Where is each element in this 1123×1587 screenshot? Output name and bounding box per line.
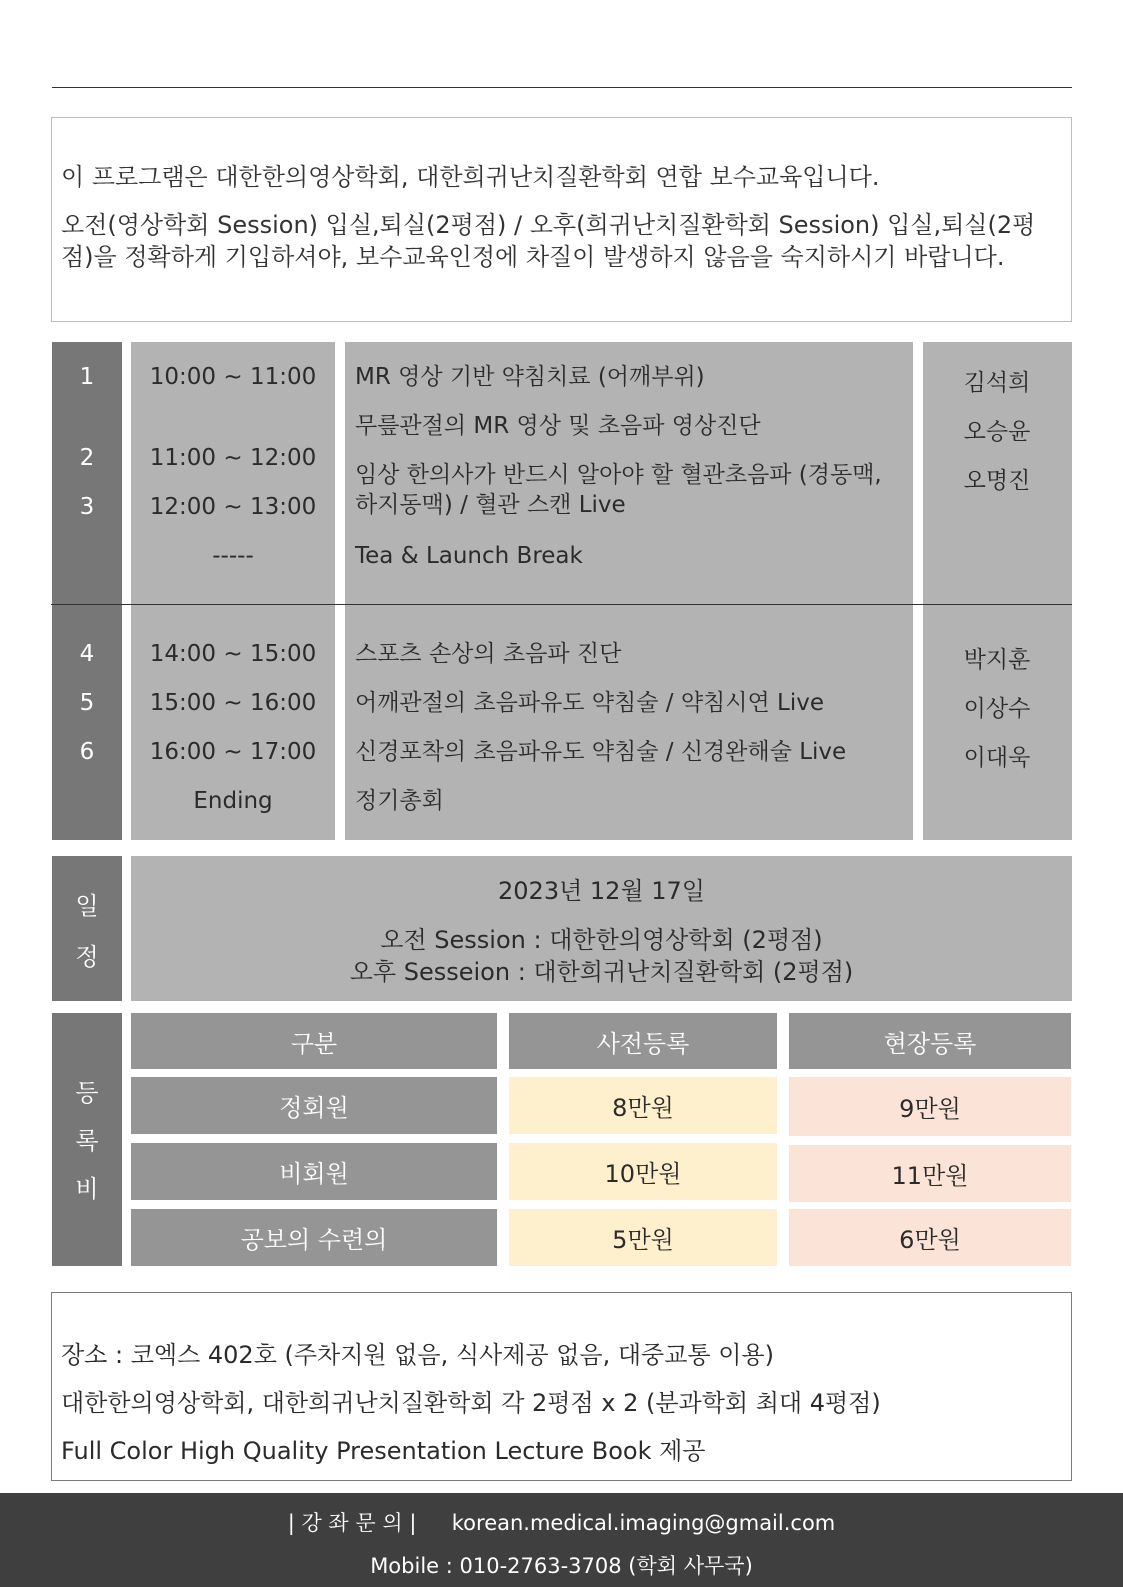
top-rule bbox=[52, 87, 1072, 88]
session-topic: Tea & Launch Break bbox=[355, 543, 583, 569]
session-topic: 임상 한의사가 반드시 알아야 할 혈관초음파 (경동맥, 하지동맥) / 혈관 스캔 Live bbox=[355, 462, 882, 518]
session-time: ----- bbox=[212, 543, 254, 569]
credit-line: 대한한의영상학회, 대한희귀난치질환학회 각 2평점 x 2 (분과학회 최대 4평점) bbox=[61, 1389, 881, 1417]
fee-type-cell: 정회원 bbox=[131, 1077, 497, 1134]
session-number: 4 bbox=[79, 641, 95, 667]
session-topic: 어깨관절의 초음파유도 약침술 / 약침시연 Live bbox=[355, 690, 824, 716]
fee-label-char: 비 bbox=[75, 1175, 99, 1203]
venue-info-box bbox=[51, 1292, 1072, 1481]
lecture-book-line: Full Color High Quality Presentation Lecture Book 제공 bbox=[61, 1437, 706, 1465]
schedule-label-panel bbox=[52, 856, 122, 1001]
session-number: 1 bbox=[79, 364, 95, 390]
contact-footer bbox=[0, 1493, 1123, 1587]
session-time: 16:00 ~ 17:00 bbox=[149, 739, 317, 765]
time-column bbox=[131, 342, 335, 840]
session-number-column bbox=[52, 342, 122, 840]
session-number: 6 bbox=[79, 739, 95, 765]
fee-header-onsite: 현장등록 bbox=[789, 1013, 1071, 1069]
session-divider bbox=[51, 604, 1072, 605]
speaker-name: 박지훈 bbox=[963, 647, 1031, 673]
session-time: 12:00 ~ 13:00 bbox=[149, 494, 317, 520]
fee-onsite-cell: 9만원 bbox=[789, 1077, 1071, 1136]
speaker-name: 오승윤 bbox=[963, 419, 1031, 445]
fee-header-type: 구분 bbox=[131, 1013, 497, 1069]
venue-line: 장소 : 코엑스 402호 (주차지원 없음, 식사제공 없음, 대중교통 이용) bbox=[61, 1341, 774, 1369]
fee-header-pre: 사전등록 bbox=[509, 1013, 777, 1069]
fee-pre-cell: 8만원 bbox=[509, 1077, 777, 1134]
morning-session-info: 오전 Session : 대한한의영상학회 (2평점) bbox=[380, 926, 823, 954]
session-number: 5 bbox=[79, 690, 95, 716]
afternoon-session-info: 오후 Sesseion : 대한희귀난치질환학회 (2평점) bbox=[349, 958, 854, 986]
session-number: 2 bbox=[79, 445, 95, 471]
session-topic: 무릎관절의 MR 영상 및 초음파 영상진단 bbox=[355, 413, 761, 439]
notice-line-1: 이 프로그램은 대한한의영상학회, 대한희귀난치질환학회 연합 보수교육입니다. bbox=[61, 163, 880, 191]
schedule-label-char: 일 bbox=[75, 892, 99, 920]
fee-label-char: 등 bbox=[75, 1079, 99, 1107]
schedule-label-char: 정 bbox=[75, 943, 99, 971]
event-date: 2023년 12월 17일 bbox=[498, 877, 705, 905]
session-time: 15:00 ~ 16:00 bbox=[149, 690, 317, 716]
session-time: 11:00 ~ 12:00 bbox=[149, 445, 317, 471]
speaker-name: 오명진 bbox=[963, 468, 1031, 494]
fee-label-panel bbox=[52, 1013, 122, 1266]
fee-onsite-cell: 6만원 bbox=[789, 1209, 1071, 1266]
fee-type-cell: 비회원 bbox=[131, 1143, 497, 1200]
contact-email[interactable]: korean.medical.imaging@gmail.com bbox=[451, 1511, 836, 1535]
fee-pre-cell: 5만원 bbox=[509, 1209, 777, 1266]
speaker-name: 김석희 bbox=[963, 370, 1031, 396]
session-topic: 정기총회 bbox=[355, 788, 444, 814]
speaker-name: 이대욱 bbox=[963, 745, 1031, 771]
fee-onsite-cell: 11만원 bbox=[789, 1145, 1071, 1202]
contact-line bbox=[0, 1507, 1123, 1537]
session-time: 14:00 ~ 15:00 bbox=[149, 641, 317, 667]
fee-pre-cell: 10만원 bbox=[509, 1143, 777, 1200]
fee-label-char: 록 bbox=[75, 1127, 99, 1155]
session-topic: MR 영상 기반 약침치료 (어깨부위) bbox=[355, 364, 705, 390]
fee-type-cell: 공보의 수련의 bbox=[131, 1209, 497, 1266]
session-time: Ending bbox=[193, 788, 273, 814]
session-number: 3 bbox=[79, 494, 95, 520]
speaker-name: 이상수 bbox=[963, 696, 1031, 722]
notice-line-2: 오전(영상학회 Session) 입실,퇴실(2평점) / 오후(희귀난치질환학회 Session) 입실,퇴실(2평점)을 정확하게 기입하셔야, 보수교육인정에 차질이 발생하지 않음을 숙지하시기 바랍니다. bbox=[61, 211, 1036, 271]
session-topic: 스포츠 손상의 초음파 진단 bbox=[355, 641, 622, 667]
session-time: 10:00 ~ 11:00 bbox=[149, 364, 317, 390]
notice-box bbox=[51, 117, 1072, 322]
session-topic: 신경포착의 초음파유도 약침술 / 신경완해술 Live bbox=[355, 739, 847, 765]
contact-mobile: Mobile : 010-2763-3708 (학회 사무국) bbox=[370, 1554, 753, 1578]
contact-label: | 강 좌 문 의 | bbox=[287, 1511, 417, 1535]
schedule-panel bbox=[131, 856, 1072, 1001]
